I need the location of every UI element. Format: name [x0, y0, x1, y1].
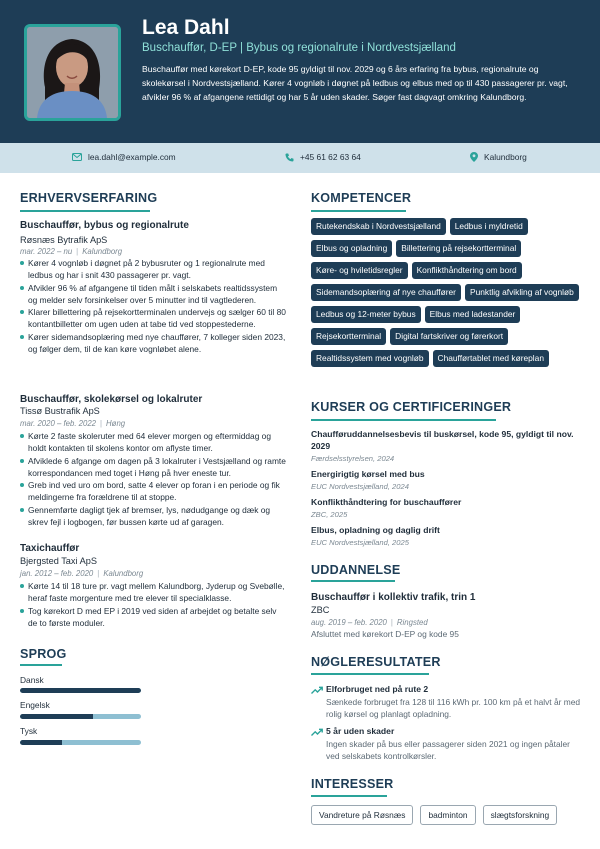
language-name: Dansk — [20, 675, 44, 685]
skills-list — [311, 218, 581, 367]
language-level-fill — [20, 688, 141, 693]
job-company: Tissø Bustrafik ApS — [20, 406, 100, 416]
skill-chip: Elbus og opladning — [311, 240, 392, 257]
job-dates: mar. 2020 – feb. 2022 — [20, 419, 97, 428]
skill-chip: Konflikthåndtering om bord — [412, 262, 522, 279]
education-degree: Buschauffør i kollektiv trafik, trin 1 — [311, 592, 476, 603]
candidate-name: Lea Dahl — [142, 16, 230, 39]
job-bullet: Kører 4 vognløb i døgnet på 2 bybusruter og 1 regionalrute med ledbus og har i snit 430 passagerer pr. vagt. — [20, 257, 288, 281]
skill-chip: Elbus med ladestander — [425, 306, 521, 323]
experience-heading-rule — [20, 210, 150, 212]
achievements-heading-rule — [311, 673, 429, 675]
skill-chip: Rutekendskab i Nordvestsjælland — [311, 218, 446, 235]
skills-heading-rule — [311, 210, 406, 212]
profile-photo-image — [27, 27, 118, 118]
achievements-heading: NØGLERESULTATER — [311, 655, 441, 669]
trend-up-icon — [311, 727, 323, 737]
location-pin-icon — [470, 152, 478, 162]
achievement-description: Ingen skader på bus eller passagerer siden 2021 og ingen påtaler ved selskabets kontrolkørsler. — [326, 739, 570, 761]
education-place: Ringsted — [396, 618, 428, 627]
job-meta: jan. 2012 – feb. 2020 | Kalundborg — [20, 569, 144, 578]
job-company: Bjergsted Taxi ApS — [20, 556, 97, 566]
courses-heading: KURSER OG CERTIFICERINGER — [311, 400, 512, 414]
job-bullet: Kørte 14 til 18 ture pr. vagt mellem Kalundborg, Jyderup og Svebølle, heraf faste morgenture med tre elever til specialklasse. — [20, 580, 288, 604]
skills-heading: KOMPETENCER — [311, 191, 412, 205]
education-meta: aug. 2019 – feb. 2020 | Ringsted — [311, 618, 428, 627]
achievement-title: 5 år uden skader — [326, 726, 395, 736]
skill-chip: Digital fartskriver og førerkort — [390, 328, 508, 345]
education-dates: aug. 2019 – feb. 2020 — [311, 618, 387, 627]
contact-location-text: Kalundborg — [484, 152, 527, 162]
interests-heading-rule — [311, 795, 387, 797]
job-bullets — [20, 580, 288, 629]
contact-email-text: lea.dahl@example.com — [88, 152, 176, 162]
interests-heading: INTERESSER — [311, 777, 394, 791]
interest-tag: badminton — [420, 805, 475, 825]
achievement-description: Sænkede forbruget fra 128 til 116 kWh pr. 100 km på et halvt år med rolig kørsel og planlagt opladning. — [326, 697, 581, 719]
experience-heading: ERHVERVSERFARING — [20, 191, 158, 205]
job-title: Taxichauffør — [20, 543, 80, 554]
course-title: Energirigtig kørsel med bus — [311, 469, 425, 479]
contact-email[interactable] — [72, 152, 176, 162]
job-company: Røsnæs Bytrafik ApS — [20, 235, 108, 245]
contact-location — [470, 152, 527, 162]
trend-up-icon — [311, 685, 323, 695]
job-bullet: Klarer billettering på rejsekortterminalen undervejs og sælger 60 til 80 kontantbilletter om ugen uden at tabe tid ved stoppestederne. — [20, 306, 288, 330]
job-place: Høng — [106, 419, 126, 428]
contact-phone[interactable] — [285, 152, 361, 162]
job-bullets — [20, 430, 288, 528]
job-bullets — [20, 257, 288, 355]
job-title: Buschauffør, skolekørsel og lokalruter — [20, 394, 203, 405]
language-level-fill — [20, 740, 62, 745]
job-bullet: Gennemførte dagligt tjek af bremser, lys, nødudgange og dæk og skrev fejl i logbogen, før bussen kørte ud af garagen. — [20, 504, 288, 528]
education-school: ZBC — [311, 605, 330, 615]
language-level-bar — [20, 740, 141, 745]
job-meta: mar. 2020 – feb. 2022 | Høng — [20, 419, 126, 428]
interest-tag: Vandreture på Røsnæs — [311, 805, 413, 825]
language-name: Tysk — [20, 726, 38, 736]
skill-chip: Sidemandsoplæring af nye chauffører — [311, 284, 461, 301]
skill-chip: Realtidssystem med vognløb — [311, 350, 429, 367]
course-title: Chaufføruddannelsesbevis til buskørsel, kode 95, gyldigt til nov. 2029 — [311, 429, 574, 451]
profile-photo — [24, 24, 121, 121]
course-meta: ZBC, 2025 — [311, 510, 348, 519]
contact-phone-text: +45 61 62 63 64 — [300, 152, 361, 162]
job-bullet: Greb ind ved uro om bord, satte 4 elever op foran i en periode og fik meldingerne fra forældrene til at stoppe. — [20, 479, 288, 503]
contact-bar — [0, 143, 600, 173]
mail-icon — [72, 153, 82, 161]
job-bullet: Afviklede 6 afgange om dagen på 3 lokalruter i Vestsjælland og ramte korrespondancen med toget i Høng på hver eneste tur. — [20, 455, 288, 479]
job-dates: jan. 2012 – feb. 2020 — [20, 569, 94, 578]
skill-chip: Køre- og hviletidsregler — [311, 262, 408, 279]
skill-chip: Billettering på rejsekortterminal — [396, 240, 521, 257]
achievement-title: Elforbruget ned på rute 2 — [326, 684, 429, 694]
job-dates: mar. 2022 – nu — [20, 247, 73, 256]
job-meta: mar. 2022 – nu | Kalundborg — [20, 247, 123, 256]
job-bullet: Kørte 2 faste skoleruter med 64 elever morgen og eftermiddag og holdt kontakten til skolens kontor om aflyste timer. — [20, 430, 288, 454]
education-note: Afsluttet med kørekort D-EP og kode 95 — [311, 629, 459, 639]
interest-tag: slægtsforskning — [483, 805, 558, 825]
language-level-bar — [20, 714, 141, 719]
phone-icon — [285, 153, 294, 162]
skill-chip: Punktlig afvikling af vognløb — [465, 284, 579, 301]
language-level-fill — [20, 714, 93, 719]
education-heading: UDDANNELSE — [311, 563, 401, 577]
languages-heading: SPROG — [20, 647, 67, 661]
course-title: Elbus, opladning og daglig drift — [311, 525, 440, 535]
job-bullet: Tog kørekort D med EP i 2019 ved siden af arbejdet og betalte selv de to første moduler. — [20, 605, 288, 629]
course-meta: EUC Nordvestsjælland, 2024 — [311, 482, 409, 491]
skill-chip: Rejsekortterminal — [311, 328, 386, 345]
job-place: Kalundborg — [103, 569, 144, 578]
candidate-role: Buschauffør, D-EP | Bybus og regionalrute i Nordvestsjælland — [142, 42, 456, 54]
job-place: Kalundborg — [82, 247, 123, 256]
skill-chip: Ledbus i myldretid — [450, 218, 528, 235]
course-meta: EUC Nordvestsjælland, 2025 — [311, 538, 409, 547]
course-meta: Færdselsstyrelsen, 2024 — [311, 454, 395, 463]
language-level-bar — [20, 688, 141, 693]
job-bullet: Afvikler 96 % af afgangene til tiden målt i selskabets realtidssystem og melder selv forsinkelser over 5 minutter ind til vagtlederen. — [20, 282, 288, 306]
language-name: Engelsk — [20, 700, 50, 710]
courses-heading-rule — [311, 419, 496, 421]
skill-chip: Ledbus og 12-meter bybus — [311, 306, 421, 323]
profile-summary: Buschauffør med kørekort D-EP, kode 95 gyldigt til nov. 2029 og 6 års erfaring fra bybus, regionalrute og skolekørsel i Nordvestsjælland. Kører 4 vognløb i døgnet på ledbus og elbus med op til 430 passagerer pr. vagt, afvikler 96 % af afgangene rettidigt og har 5 år uden skader. Søger fast dagvagt omkring Kalundborg. — [142, 64, 568, 102]
education-heading-rule — [311, 580, 395, 582]
job-title: Buschauffør, bybus og regionalrute — [20, 220, 189, 231]
course-title: Konflikthåndtering for buschauffører — [311, 497, 462, 507]
job-bullet: Kører sidemandsoplæring med nye chauffører, 7 kolleger siden 2023, og følger dem, til de kan køre vognløbet alene. — [20, 331, 288, 355]
interests-list — [311, 805, 557, 825]
languages-heading-rule — [20, 664, 62, 666]
skill-chip: Chaufførtablet med køreplan — [433, 350, 549, 367]
header — [0, 0, 600, 143]
